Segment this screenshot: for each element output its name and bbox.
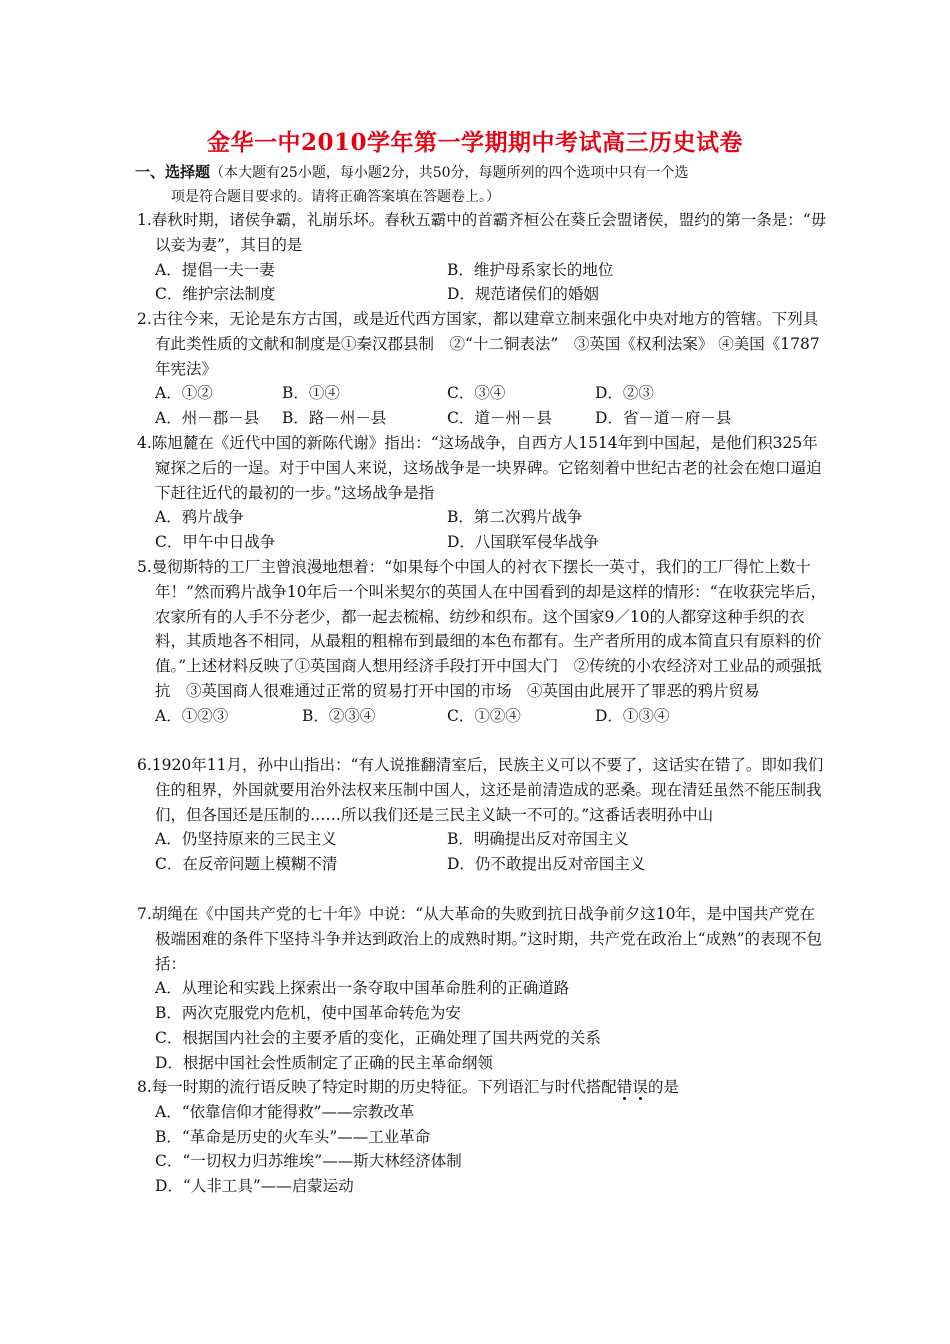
option-c: C．①②④ (447, 706, 521, 725)
option-a: A．①②③ (155, 706, 229, 725)
option-c: C．维护宗法制度 (155, 285, 276, 304)
option-b: B．两次克服党内危机，使中国革命转危为安 (155, 1004, 461, 1023)
question-stem: 6.1920年11月，孙中山指出：“有人说推翻清室后，民族主义可以不要了，这话实在错了。即如我们住的租界，外国就要用治外法权来压制中国人，这还是前清造成的恶桑。现在清廷虽然不能压制我们，但各国还是压制的……所以我们还是三民主义缺一不可的。”这番话表明孙中山 (137, 756, 824, 824)
option-d: D．②③ (595, 384, 654, 403)
option-d: D．根据中国社会性质制定了正确的民主革命纲领 (155, 1053, 493, 1072)
emphasis-char: 错 (616, 1078, 633, 1096)
section-note-1: （本大题有25小题，每小题2分，共50分，每题所列的四个选项中只有一个选 (210, 165, 689, 181)
option-a: A．“依靠信仰才能得救”——宗教改革 (155, 1102, 415, 1121)
option-b: B．第二次鸦片战争 (447, 508, 583, 527)
question-8 (137, 1075, 827, 1199)
option-b: B．路－州－县 (282, 409, 387, 427)
option-b: B．①④ (282, 384, 340, 403)
option-b: B．明确提出反对帝国主义 (447, 830, 629, 849)
question-1 (137, 208, 827, 307)
question-stem: 7.胡绳在《中国共产党的七十年》中说：“从大革命的失败到抗日战争前夕这10年，是中国共产党在极端困难的条件下坚持斗争并达到政治上的成熟时期。”这时期，共产党在政治上“成熟”的表现不包括： (137, 905, 823, 973)
options-row (137, 258, 827, 283)
emphasis-char: 误 (632, 1078, 648, 1096)
option-d: D．①③④ (595, 706, 670, 725)
options-row (137, 530, 827, 555)
option-d: D．仍不敢提出反对帝国主义 (447, 855, 646, 874)
section-note-2: 项是符合题目要求的。请将正确答案填在答题卷上。） (171, 189, 500, 205)
option-a: A．①② (155, 384, 213, 403)
page-title: 金华一中2010学年第一学期期中考试高三历史试卷 (206, 129, 743, 156)
option-d: D．规范诸侯们的婚姻 (447, 285, 599, 304)
options-row (137, 505, 827, 530)
options-row (137, 406, 827, 431)
option-b: B．“革命是历史的火车头”——工业革命 (155, 1127, 431, 1146)
question-stem (137, 1075, 827, 1100)
emphasis-text (617, 1078, 648, 1096)
options-row (137, 282, 827, 307)
question-2 (137, 307, 827, 406)
option-b: B．②③④ (302, 706, 376, 725)
option-a: A．仍坚持原来的三民主义 (155, 830, 337, 849)
question-stem: 2.古往今来，无论是东方古国，或是近代西方国家，都以建章立制来强化中央对地方的管辖。下列具有此类性质的文献和制度是①秦汉郡县制 ②“十二铜表法” ③英国《权利法案》 ④美国《1787年宪法》 (137, 310, 820, 378)
question-stem: 1.春秋时期，诸侯争霸，礼崩乐坏。春秋五霸中的首霸齐桓公在葵丘会盟诸侯，盟约的第一条是：“毋以妾为妻”，其目的是 (137, 211, 827, 254)
options-row (137, 852, 827, 877)
option-a: A．州－郡－县 (155, 409, 260, 427)
option-a: A．鸦片战争 (155, 508, 244, 527)
section-heading: 一、选择题 (135, 163, 211, 181)
options-row (137, 827, 827, 852)
option-c: C．在反帝问题上模糊不清 (155, 855, 338, 874)
option-c: C．③④ (447, 384, 506, 403)
stem-prefix: 8.每一时期的流行语反映了特定时期的历史特征。下列语汇与时代搭配 (137, 1078, 617, 1096)
option-a: A．提倡一夫一妻 (155, 260, 275, 279)
option-d: D．八国联军侵华战争 (447, 533, 599, 552)
section-header (135, 160, 835, 209)
question-6 (137, 753, 827, 877)
question-7 (137, 902, 827, 1076)
question-5 (137, 555, 827, 729)
question-3 (137, 406, 827, 431)
option-a: A．从理论和实践上探索出一条夺取中国革命胜利的正确道路 (155, 979, 570, 998)
option-d: D．“人非工具”——启蒙运动 (155, 1177, 354, 1196)
option-c: C．道－州－县 (447, 409, 552, 427)
option-c: C．根据国内社会的主要矛盾的变化，正确处理了国共两党的关系 (155, 1028, 601, 1047)
option-c: C．甲午中日战争 (155, 533, 276, 552)
option-d: D．省－道－府－县 (595, 409, 732, 427)
question-stem: 5.曼彻斯特的工厂主曾浪漫地想着：“如果每个中国人的衬衣下摆长一英寸，我们的工厂得忙上数十年！”然而鸦片战争10年后一个叫米契尔的英国人在中国看到的却是这样的情形：“在收获完毕后，农家所有的人手不分老少，都一起去梳棉、纺纱和织布。这个国家9／10的人都穿这种手织的衣料，其质地各不相同，从最粗的粗棉布到最细的本色布都有。生产者所用的成本简直只有原料的价值。”上述材料反映了①英国商人想用经济手段打开中国大门 ②传统的小农经济对工业品的顽强抵抗 ③英国商人很难通过正常的贸易打开中国的市场 ④英国由此展开了罪恶的鸦片贸易 (137, 558, 827, 700)
question-4 (137, 431, 827, 555)
options-row (137, 704, 827, 729)
option-c: C．“一切权力归苏维埃”——斯大林经济体制 (155, 1152, 462, 1171)
options-row (137, 381, 827, 406)
question-stem: 4.陈旭麓在《近代中国的新陈代谢》指出：“这场战争，自西方人1514年到中国起，是他们积325年窥探之后的一逞。对于中国人来说，这场战争是一块界碑。它铭刻着中世纪古老的社会在炮口逼迫下赶往近代的最初的一步。”这场战争是指 (137, 434, 822, 502)
option-b: B．维护母系家长的地位 (447, 260, 614, 279)
stem-suffix: 的是 (647, 1078, 679, 1096)
section-line-1 (135, 160, 835, 185)
